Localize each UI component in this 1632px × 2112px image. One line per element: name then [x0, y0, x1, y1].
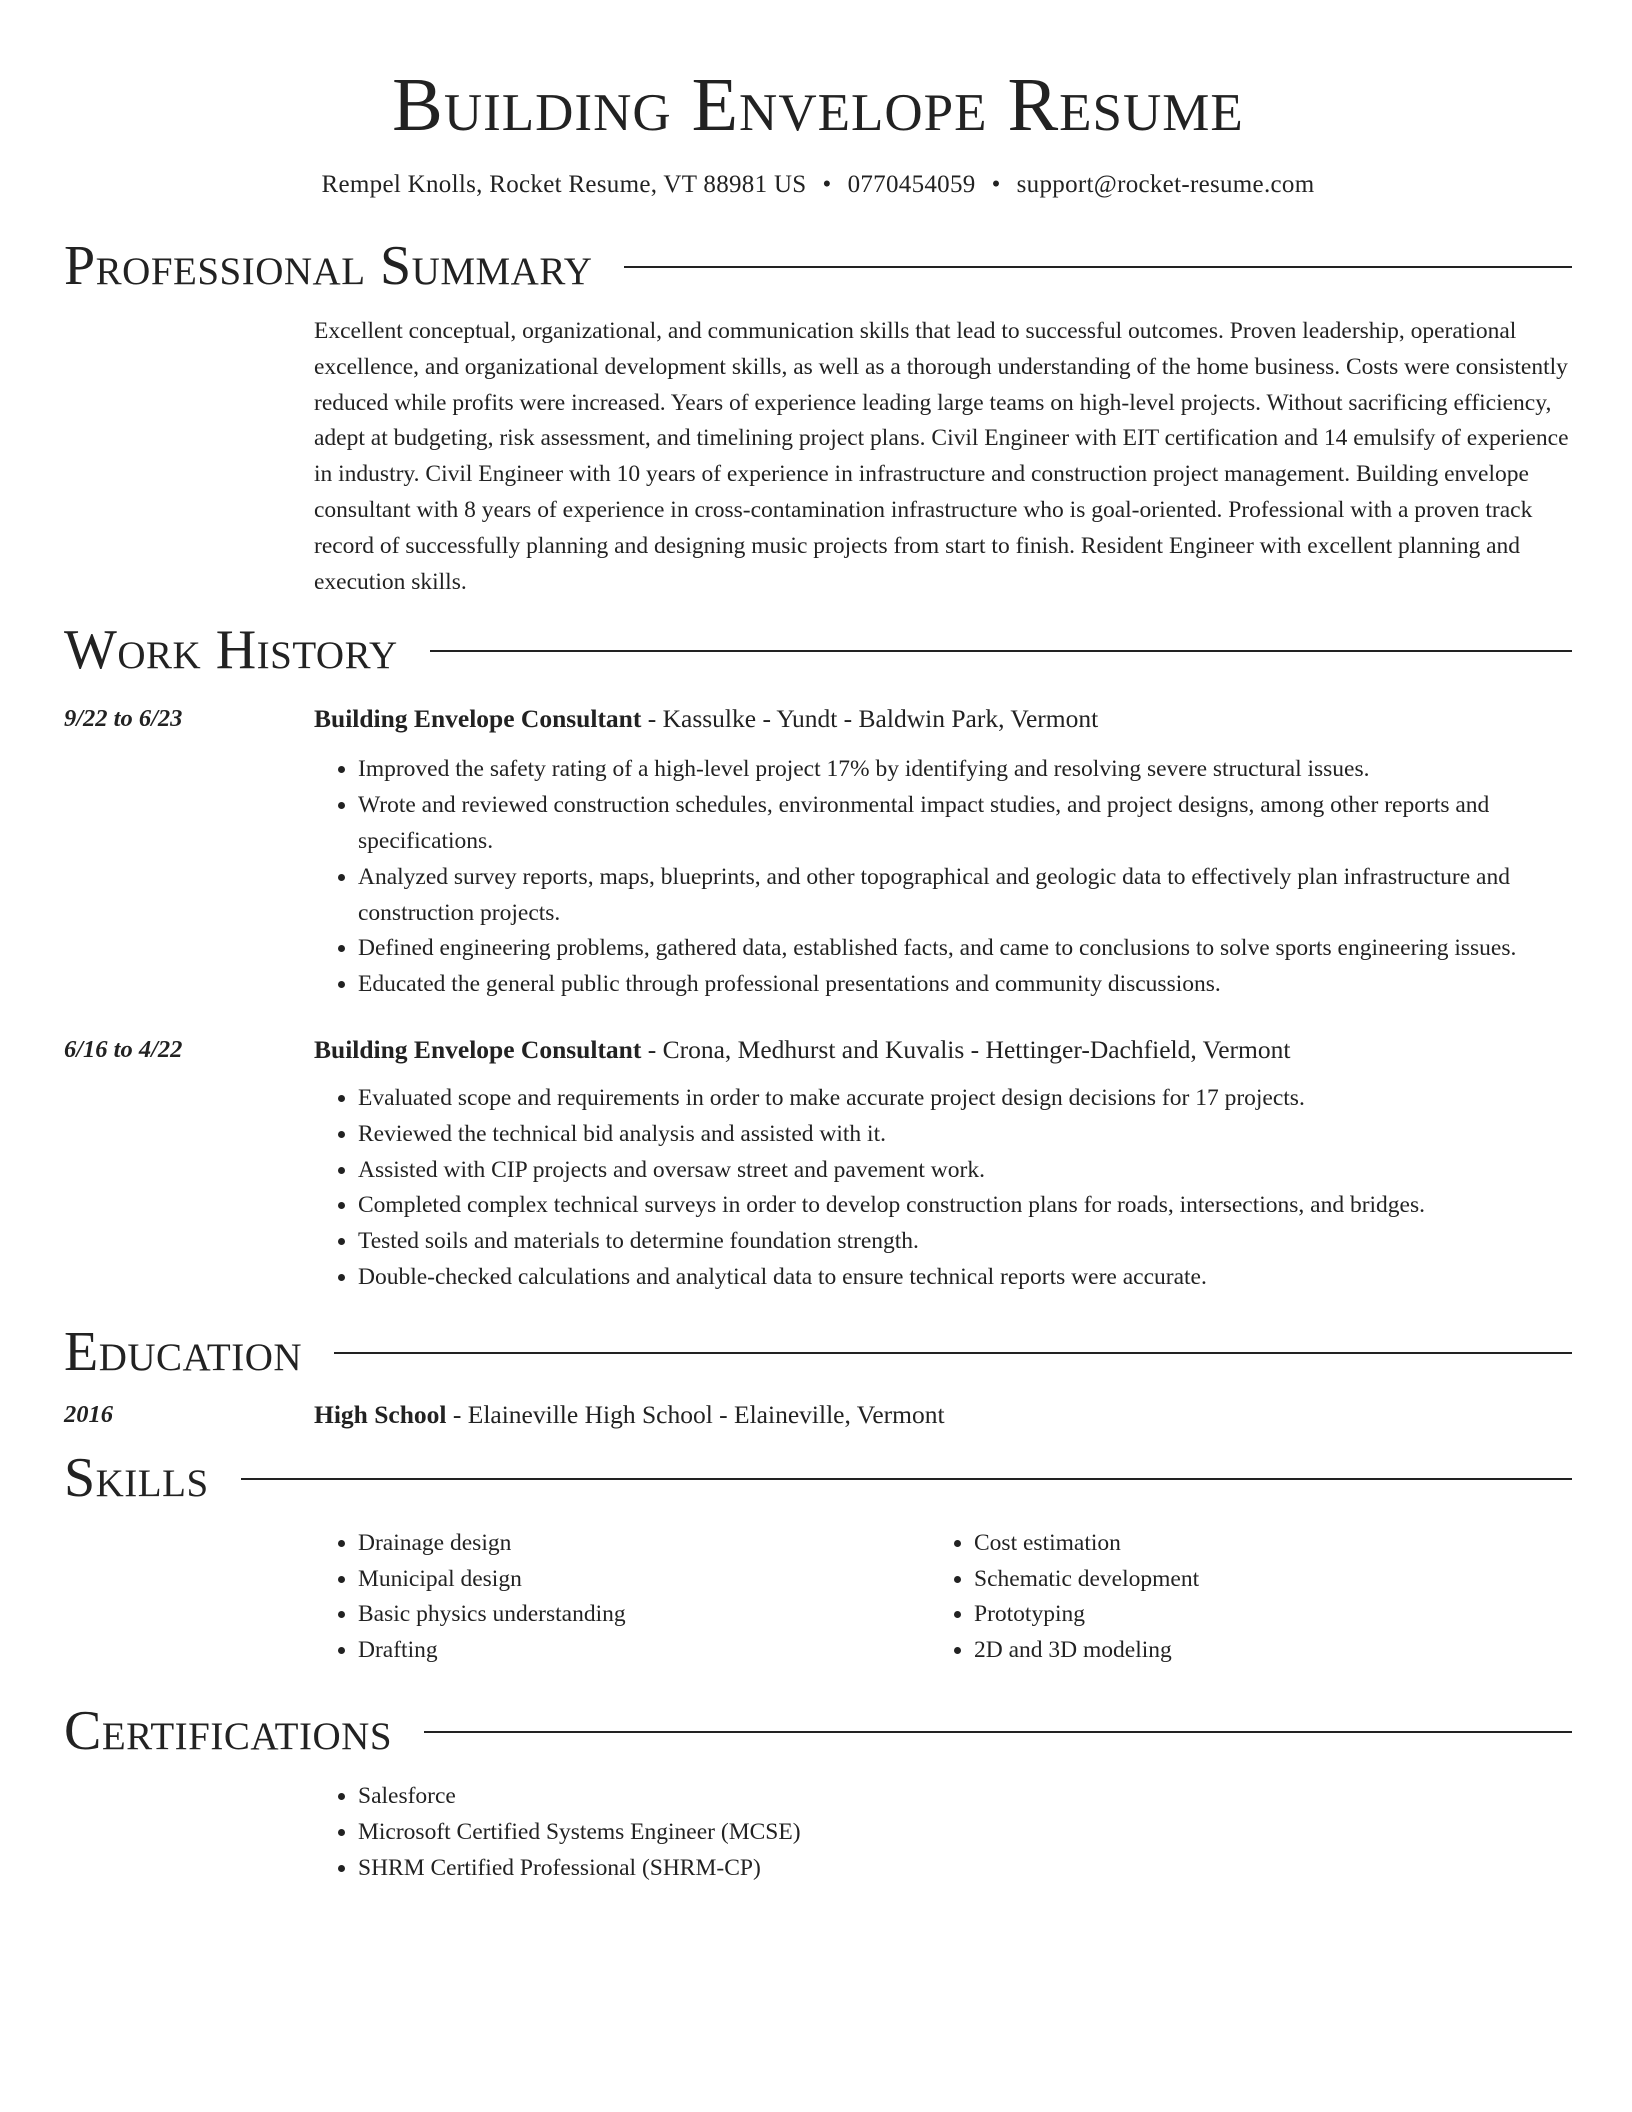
- job-details: - Crona, Medhurst and Kuvalis - Hettinger-Dachfield, Vermont: [641, 1034, 1291, 1064]
- list-item: • Cost estimation: [974, 1526, 1546, 1562]
- work-heading: Work History: [64, 619, 398, 682]
- contact-email[interactable]: support@rocket-resume.com: [1016, 171, 1315, 198]
- certifications-list: [314, 1779, 1572, 1886]
- skills-list-right: [930, 1526, 1546, 1669]
- education-details: - Elaineville High School - Elaineville, Vermont: [446, 1399, 945, 1429]
- list-item: • SHRM Certified Professional (SHRM-CP): [358, 1851, 1572, 1887]
- job-details: - Kassulke - Yundt - Baldwin Park, Vermont: [641, 704, 1099, 734]
- list-item: • Tested soils and materials to determine foundation strength.: [358, 1224, 1572, 1260]
- certifications-heading: Certifications: [64, 1699, 393, 1762]
- list-item: • Municipal design: [358, 1562, 930, 1598]
- certifications-section-header: [64, 1701, 1572, 1761]
- summary-heading: Professional Summary: [64, 235, 593, 297]
- list-item: • Evaluated scope and requirements in order to make accurate project design decisions for 17 projects.: [358, 1081, 1572, 1117]
- summary-section-header: [64, 236, 1572, 296]
- section-divider: [334, 1352, 1572, 1354]
- list-item: • Drafting: [358, 1633, 930, 1669]
- skills-list-left: [314, 1526, 930, 1669]
- job-headline: [314, 702, 1572, 736]
- education-entry: [64, 1398, 1572, 1432]
- education-heading: Education: [64, 1320, 303, 1383]
- list-item: • Salesforce: [358, 1779, 1572, 1815]
- job-bullets: [314, 752, 1572, 1003]
- skills-heading: Skills: [64, 1446, 209, 1509]
- skills-columns: [314, 1526, 1572, 1669]
- resume-page: [64, 0, 1572, 1886]
- job-title: Building Envelope Consultant: [314, 1034, 642, 1064]
- resume-title: Building Envelope Resume: [392, 63, 1244, 147]
- section-divider: [430, 650, 1572, 652]
- contact-separator: •: [991, 171, 1001, 198]
- work-section-header: [64, 620, 1572, 680]
- list-item: • Microsoft Certified Systems Engineer (MCSE): [358, 1815, 1572, 1851]
- section-divider: [424, 1731, 1572, 1733]
- list-item: • Drainage design: [358, 1526, 930, 1562]
- list-item: • 2D and 3D modeling: [974, 1633, 1546, 1669]
- education-degree: High School: [314, 1399, 447, 1429]
- contact-phone: 0770454059: [847, 171, 976, 198]
- contact-line: [64, 170, 1572, 200]
- job-entry: [64, 702, 1572, 1003]
- education-headline: [314, 1398, 1572, 1432]
- job-dates: 6/16 to 4/22: [64, 1035, 183, 1063]
- list-item: • Double-checked calculations and analytical data to ensure technical reports were accurate.: [358, 1260, 1572, 1296]
- education-year: 2016: [64, 1400, 113, 1428]
- list-item: • Educated the general public through professional presentations and community discussions.: [358, 967, 1572, 1003]
- job-entry: [64, 1033, 1572, 1296]
- summary-text: Excellent conceptual, organizational, and communication skills that lead to successful outcomes. Proven leadership, operational excellence, and organizational development skills, as well as a thorough understanding of the home business. Costs were consistently reduced while profits were increased. Years of experience leading large teams on high-level projects. Without sacrificing efficiency, adept at budgeting, risk assessment, and timelining project plans. Civil Engineer with EIT certification and 14 emulsify of experience in industry. Civil Engineer with 10 years of experience in infrastructure and construction project management. Building envelope consultant with 8 years of experience in cross-contamination infrastructure who is goal-oriented. Professional with a proven track record of successfully planning and designing music projects from start to finish. Resident Engineer with excellent planning and execution skills.: [314, 318, 1569, 595]
- list-item: • Defined engineering problems, gathered data, established facts, and came to conclusions to solve sports engineering issues.: [358, 931, 1572, 967]
- list-item: • Prototyping: [974, 1597, 1546, 1633]
- education-section-header: [64, 1322, 1572, 1382]
- job-bullets: [314, 1081, 1572, 1296]
- list-item: • Schematic development: [974, 1562, 1546, 1598]
- certifications-list-wrap: [314, 1779, 1572, 1886]
- skills-section-header: [64, 1448, 1572, 1508]
- list-item: • Basic physics understanding: [358, 1597, 930, 1633]
- section-divider: [624, 266, 1572, 268]
- section-divider: [241, 1478, 1572, 1480]
- list-item: • Wrote and reviewed construction schedules, environmental impact studies, and project designs, among other reports and specifications.: [358, 788, 1572, 860]
- list-item: • Completed complex technical surveys in order to develop construction plans for roads, intersections, and bridges.: [358, 1188, 1572, 1224]
- contact-separator: •: [822, 171, 832, 198]
- job-headline: [314, 1033, 1572, 1067]
- job-title: Building Envelope Consultant: [314, 704, 642, 734]
- job-dates: 9/22 to 6/23: [64, 705, 183, 733]
- list-item: • Analyzed survey reports, maps, blueprints, and other topographical and geologic data to effectively plan infrastructure and construction projects.: [358, 860, 1572, 932]
- list-item: • Improved the safety rating of a high-level project 17% by identifying and resolving severe structural issues.: [358, 752, 1572, 788]
- list-item: • Assisted with CIP projects and oversaw street and pavement work.: [358, 1153, 1572, 1189]
- contact-address: Rempel Knolls, Rocket Resume, VT 88981 US: [321, 171, 807, 198]
- list-item: • Reviewed the technical bid analysis and assisted with it.: [358, 1117, 1572, 1153]
